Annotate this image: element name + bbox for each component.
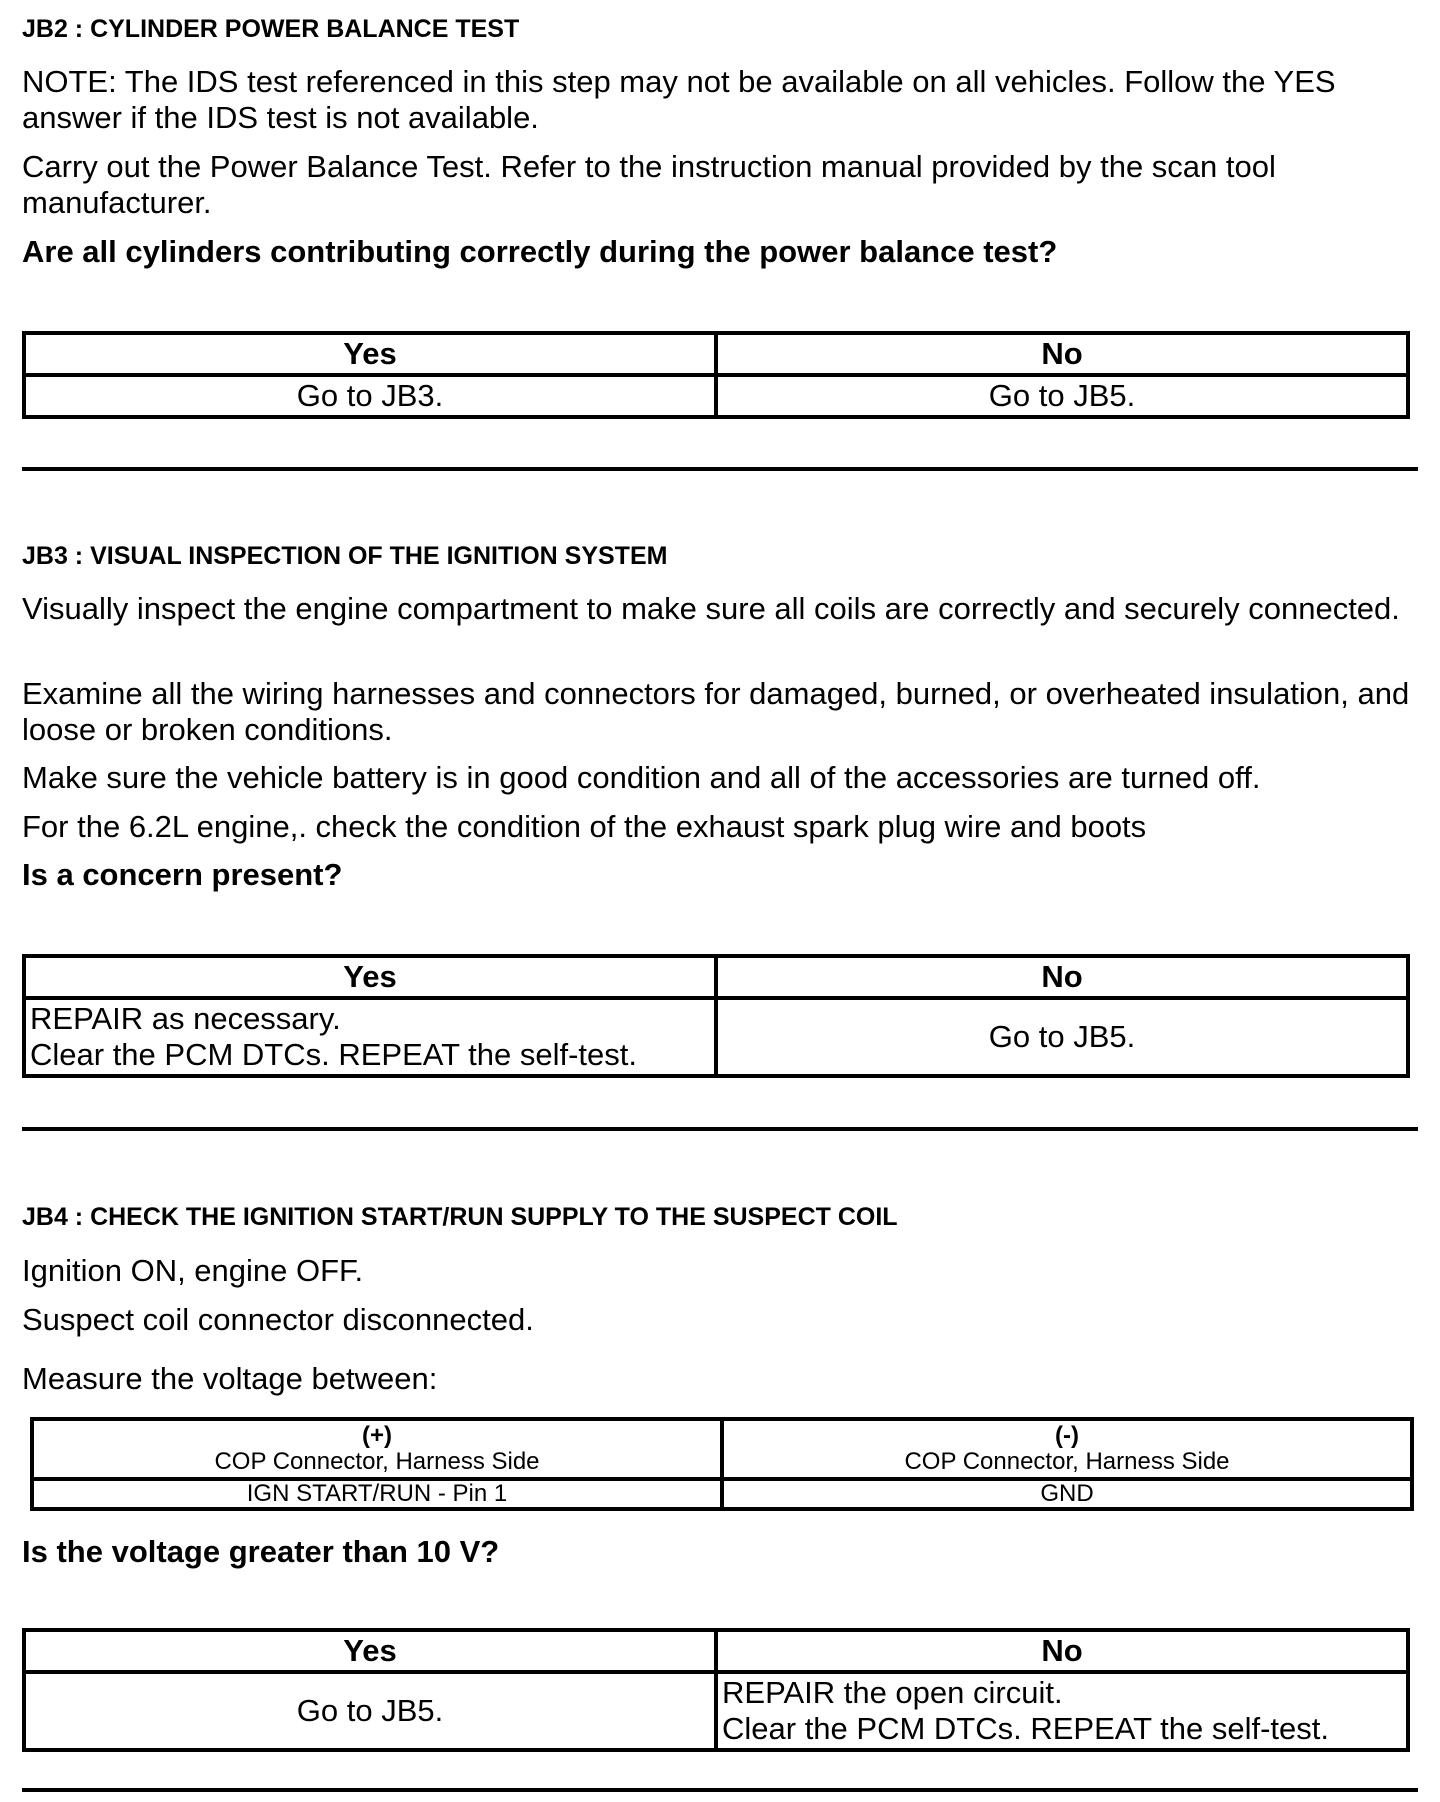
section-divider: [22, 467, 1418, 471]
paragraph-instruction: Carry out the Power Balance Test. Refer to the instruction manual provided by the scan tool manufacturer.: [22, 149, 1276, 220]
paragraph-connector-disconnected: Suspect coil connector disconnected.: [22, 1302, 534, 1337]
yes-answer: Go to JB5.: [24, 1672, 716, 1750]
paragraph-battery: Make sure the vehicle battery is in good condition and all of the accessories are turned off.: [22, 760, 1261, 795]
negative-sign: (-): [1055, 1422, 1079, 1449]
answer-table-jb4: [22, 1628, 1410, 1752]
measure-table: [30, 1417, 1414, 1511]
answer-table-jb2: [22, 331, 1410, 419]
yes-answer-line: Clear the PCM DTCs. REPEAT the self-test.: [30, 1037, 637, 1072]
positive-pin: IGN START/RUN - Pin 1: [32, 1479, 722, 1509]
yes-answer: Go to JB3.: [24, 375, 716, 417]
no-answer: Go to JB5.: [716, 998, 1408, 1076]
no-header: No: [716, 956, 1408, 998]
paragraph-ignition-on: Ignition ON, engine OFF.: [22, 1253, 364, 1288]
yes-answer: [24, 998, 716, 1076]
negative-pin: GND: [722, 1479, 1412, 1509]
negative-probe-header: [722, 1419, 1412, 1479]
section-heading-jb2: JB2 : CYLINDER POWER BALANCE TEST: [22, 15, 520, 43]
yes-answer-line: REPAIR as necessary.: [30, 1001, 341, 1036]
yes-header: Yes: [24, 956, 716, 998]
paragraph-measure: Measure the voltage between:: [22, 1361, 438, 1396]
positive-probe-header: [32, 1419, 722, 1479]
section-heading-jb4: JB4 : CHECK THE IGNITION START/RUN SUPPLY TO THE SUSPECT COIL: [22, 1203, 898, 1231]
question-jb2: Are all cylinders contributing correctly during the power balance test?: [22, 234, 1058, 269]
section-heading-jb3: JB3 : VISUAL INSPECTION OF THE IGNITION SYSTEM: [22, 542, 668, 570]
section-divider: [22, 1788, 1418, 1792]
no-answer: [716, 1672, 1408, 1750]
no-answer-line: Clear the PCM DTCs. REPEAT the self-test.: [722, 1711, 1329, 1746]
paragraph-note: NOTE: The IDS test referenced in this step may not be available on all vehicles. Follow the YES answer if the IDS test is not available.: [22, 64, 1336, 135]
answer-table-jb3: [22, 954, 1410, 1078]
section-divider: [22, 1127, 1418, 1131]
paragraph-examine-wiring: Examine all the wiring harnesses and connectors for damaged, burned, or overheated insulation, and loose or broken conditions.: [22, 676, 1410, 747]
yes-header: Yes: [24, 333, 716, 375]
no-header: No: [716, 1630, 1408, 1672]
negative-location: COP Connector, Harness Side: [904, 1448, 1230, 1475]
paragraph-visual-inspect: Visually inspect the engine compartment to make sure all coils are correctly and securely connected.: [22, 591, 1400, 626]
question-jb3: Is a concern present?: [22, 857, 343, 892]
paragraph-spark-plug: For the 6.2L engine,. check the condition of the exhaust spark plug wire and boots: [22, 809, 1147, 844]
positive-location: COP Connector, Harness Side: [214, 1448, 540, 1475]
positive-sign: (+): [362, 1422, 392, 1449]
yes-header: Yes: [24, 1630, 716, 1672]
question-jb4: Is the voltage greater than 10 V?: [22, 1534, 500, 1569]
no-answer-line: REPAIR the open circuit.: [722, 1675, 1063, 1710]
no-answer: Go to JB5.: [716, 375, 1408, 417]
no-header: No: [716, 333, 1408, 375]
